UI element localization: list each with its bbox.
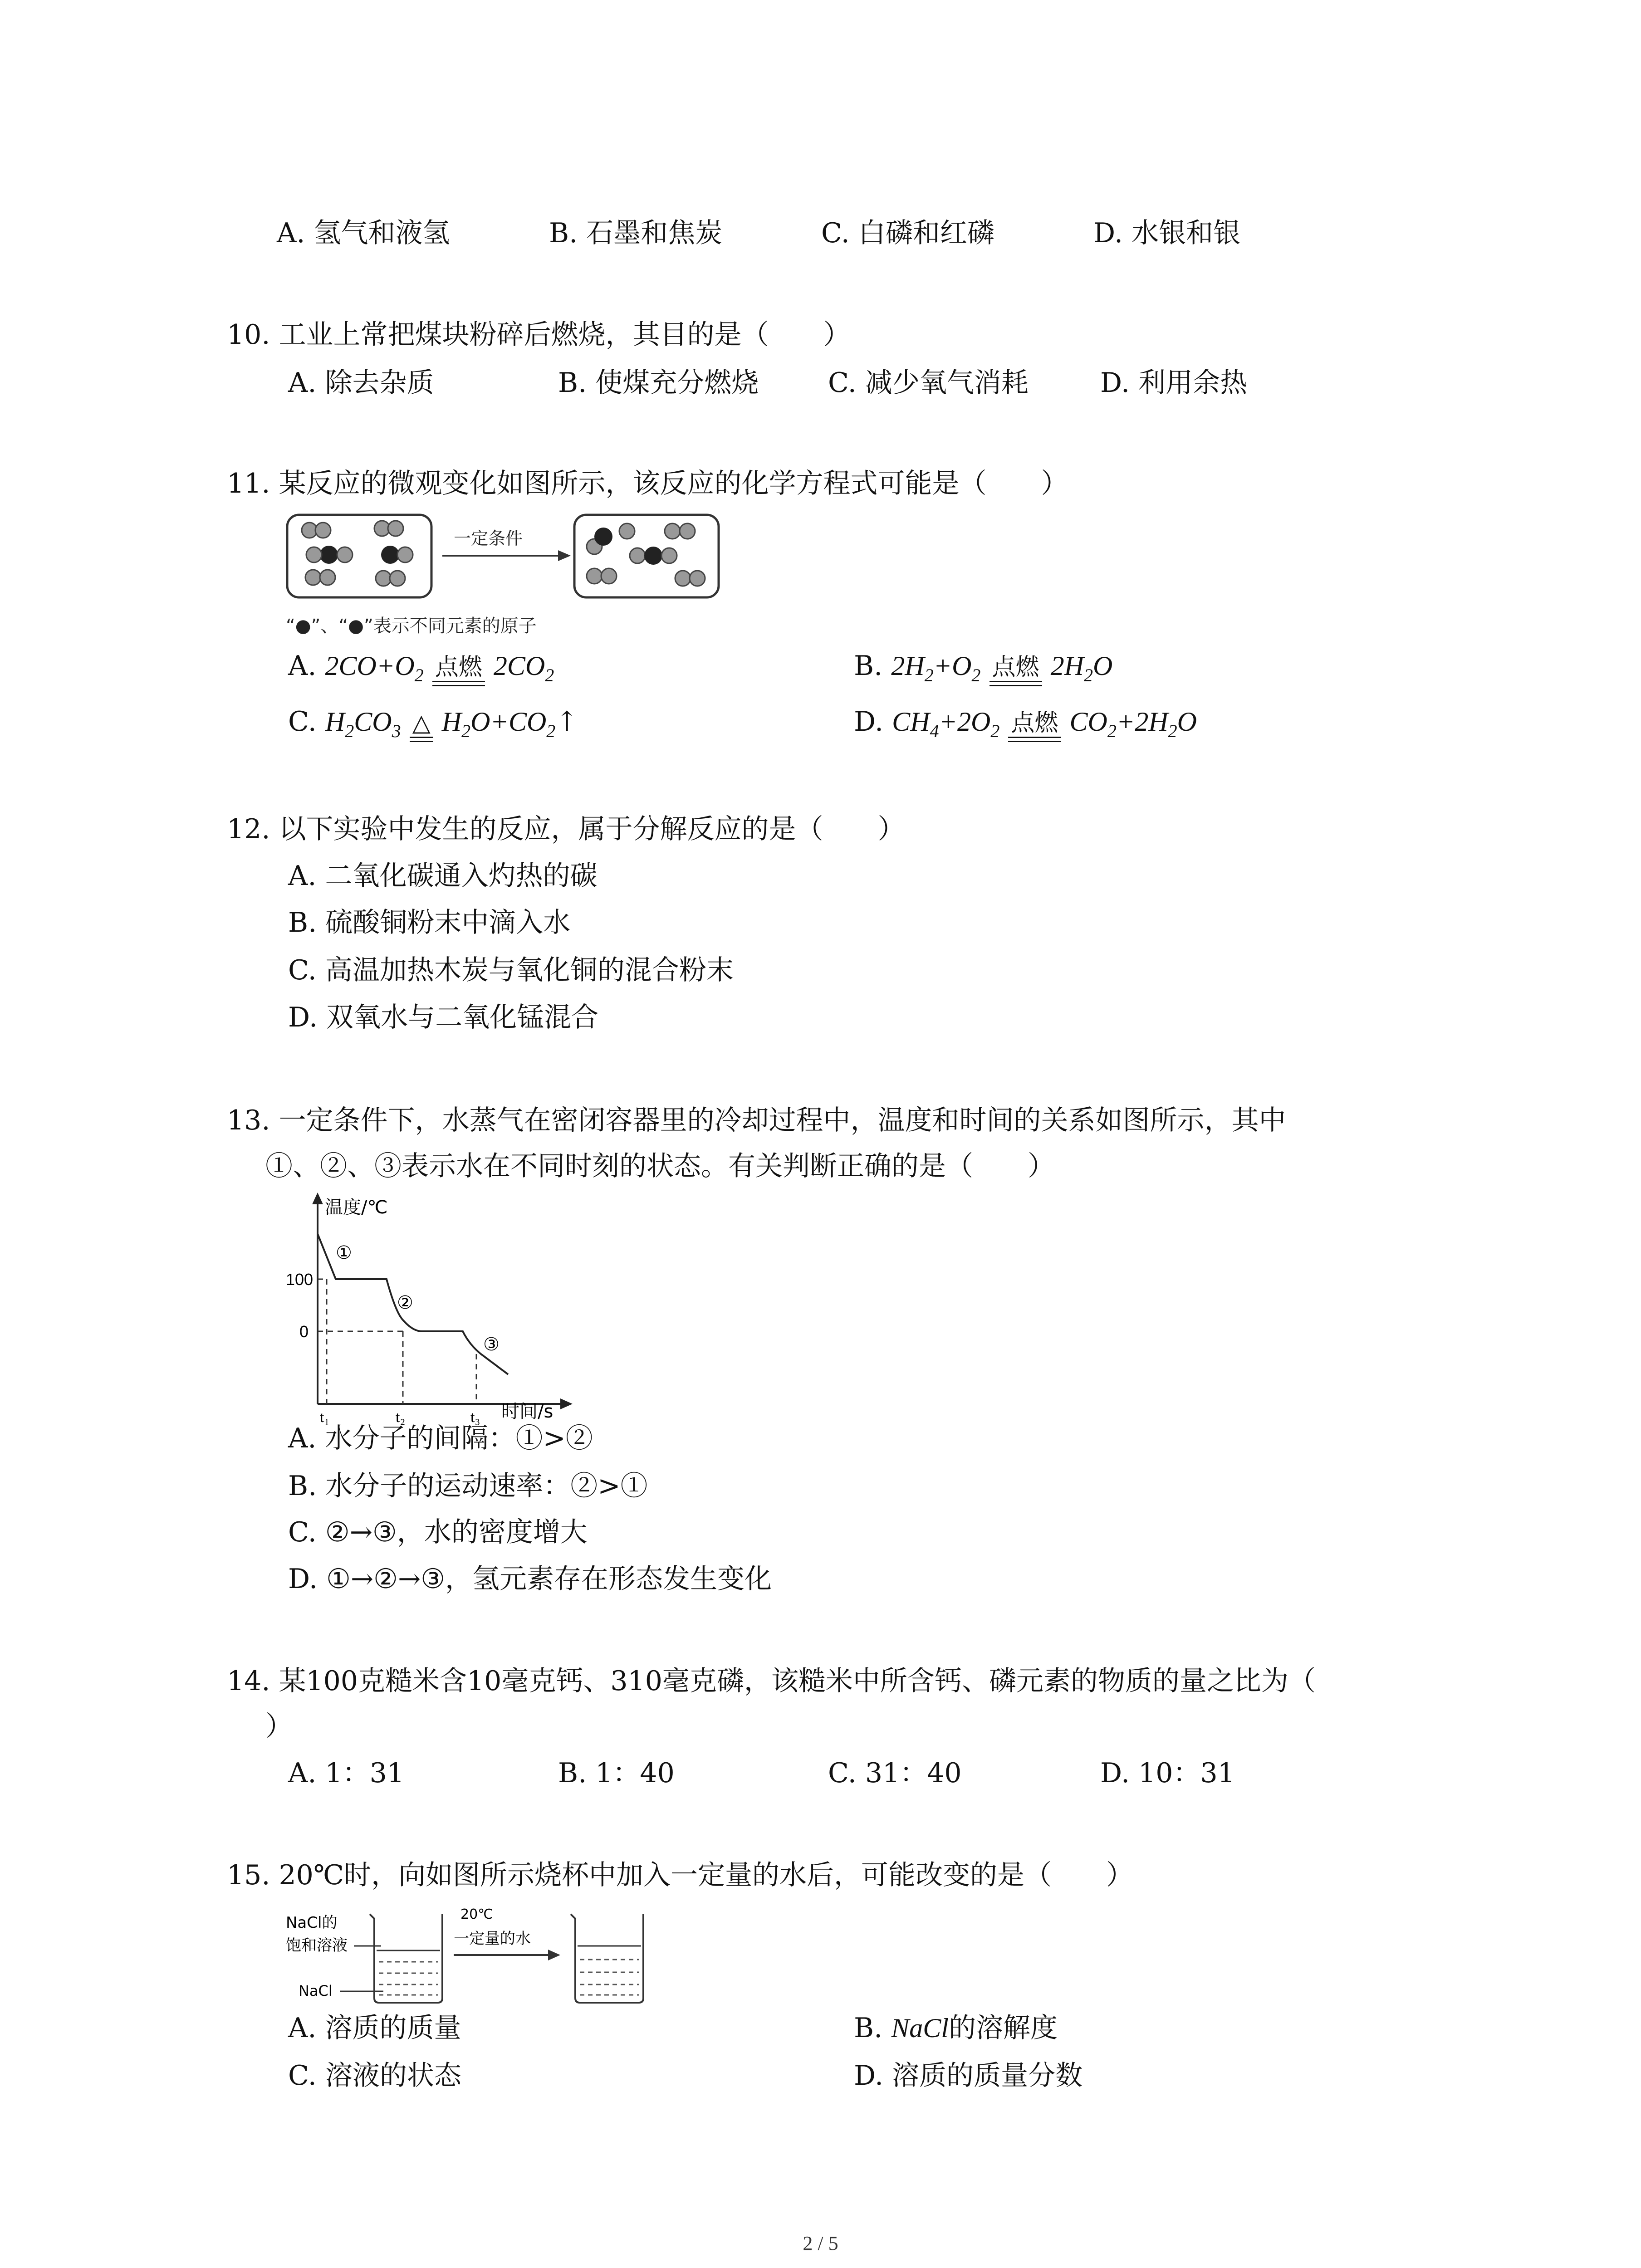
y-tick-0: 0 xyxy=(299,1322,309,1341)
page-number: 2 / 5 xyxy=(803,2232,838,2254)
q12-option-d: D. 双氧水与二氧化锰混合 xyxy=(288,1002,599,1033)
q9-option-d: D. 水银和银 xyxy=(1093,217,1241,249)
q9-option-a: A. 氢气和液氢 xyxy=(277,217,450,249)
y-tick-100: 100 xyxy=(286,1270,314,1289)
y-axis-label: 温度/℃ xyxy=(325,1197,388,1218)
q11-legend: “●”、“●”表示不同元素的原子 xyxy=(286,616,537,636)
q12-option-b: B. 硫酸铜粉末中滴入水 xyxy=(288,907,571,938)
q11-arrow-label: 一定条件 xyxy=(454,528,523,548)
q15-option-b: B. NaCl的溶解度 xyxy=(854,2012,1058,2044)
q11-option-c: C. $H_2CO_3$ △ $H_2O+CO_2↑$ xyxy=(288,706,578,741)
q13-option-c: C. ②→③，水的密度增大 xyxy=(288,1516,588,1548)
q11-stem: 11. 某反应的微观变化如图所示，该反应的化学方程式可能是（ ） xyxy=(227,468,1068,499)
arrow-top-label: 20℃ xyxy=(460,1906,493,1922)
annotation-1: ① xyxy=(336,1242,352,1263)
q15-option-c: C. 溶液的状态 xyxy=(288,2060,461,2092)
q15-option-a: A. 溶质的质量 xyxy=(288,2012,461,2044)
q10-option-d: D. 利用余热 xyxy=(1100,367,1248,399)
x-tick-t2: t₂ xyxy=(396,1409,406,1426)
q14-option-c: C. 31：40 xyxy=(828,1757,962,1789)
q14-option-a: A. 1：31 xyxy=(288,1757,404,1789)
q15-option-d: D. 溶质的质量分数 xyxy=(854,2060,1083,2092)
q11-option-d: D. $CH_4+2O_2$ 点燃 $CO_2+2H_2O$ xyxy=(854,706,1197,741)
beaker-right xyxy=(571,1914,643,2003)
q14-stem-line1: 14. 某100克糙米含10毫克钙、310毫克磷，该糙米中所含钙、磷元素的物质的量之比为（ xyxy=(227,1665,1316,1697)
beaker-label-2: 饱和溶液 xyxy=(286,1936,348,1955)
q13-temperature-chart xyxy=(268,1191,594,1427)
q14-option-b: B. 1：40 xyxy=(558,1757,675,1789)
beaker-label-1: NaCl的 xyxy=(286,1914,338,1932)
q11-reaction-figure xyxy=(286,510,730,646)
q15-stem: 15. 20℃时，向如图所示烧杯中加入一定量的水后，可能改变的是（ ） xyxy=(227,1859,1133,1891)
q10-stem: 10. 工业上常把煤块粉碎后燃烧，其目的是（ ） xyxy=(227,319,851,351)
q9-option-b: B. 石墨和焦炭 xyxy=(549,217,723,249)
q10-option-a: A. 除去杂质 xyxy=(288,367,434,399)
x-axis-label: 时间/s xyxy=(501,1401,554,1422)
beaker-left xyxy=(370,1914,442,2003)
q10-option-c: C. 减少氧气消耗 xyxy=(828,367,1029,399)
q12-option-a: A. 二氧化碳通入灼热的碳 xyxy=(288,860,598,892)
q9-option-c: C. 白磷和红磷 xyxy=(821,217,994,249)
x-tick-t3: t₃ xyxy=(470,1409,480,1426)
annotation-3: ③ xyxy=(483,1334,500,1355)
q13-stem-line1: 13. 一定条件下，水蒸气在密闭容器里的冷却过程中，温度和时间的关系如图所示，其中 xyxy=(227,1105,1286,1136)
q13-stem-line2: ①、②、③表示水在不同时刻的状态。有关判断正确的是（ ） xyxy=(265,1150,1055,1182)
q11-option-b: B. $2H_2+O_2$ 点燃 $2H_2O$ xyxy=(854,650,1113,685)
q12-option-c: C. 高温加热木炭与氧化铜的混合粉末 xyxy=(288,954,734,986)
x-tick-t1: t₁ xyxy=(320,1409,330,1426)
q15-beaker-figure xyxy=(286,1905,658,2009)
q13-option-a: A. 水分子的间隔：①>② xyxy=(288,1422,593,1454)
q14-stem-line2: ） xyxy=(265,1711,293,1742)
beaker-label-3: NaCl xyxy=(299,1982,333,1999)
q11-option-a: A. $2CO+O_2$ 点燃 $2CO_2$ xyxy=(288,650,554,685)
q10-option-b: B. 使煤充分燃烧 xyxy=(558,367,759,399)
q12-stem: 12. 以下实验中发生的反应，属于分解反应的是（ ） xyxy=(227,813,905,845)
arrow-bottom-label: 一定量的水 xyxy=(454,1930,531,1948)
q14-option-d: D. 10：31 xyxy=(1100,1757,1235,1789)
annotation-2: ② xyxy=(397,1292,413,1313)
q13-option-b: B. 水分子的运动速率：②>① xyxy=(288,1470,648,1502)
q13-option-d: D. ①→②→③，氢元素存在形态发生变化 xyxy=(288,1563,772,1595)
